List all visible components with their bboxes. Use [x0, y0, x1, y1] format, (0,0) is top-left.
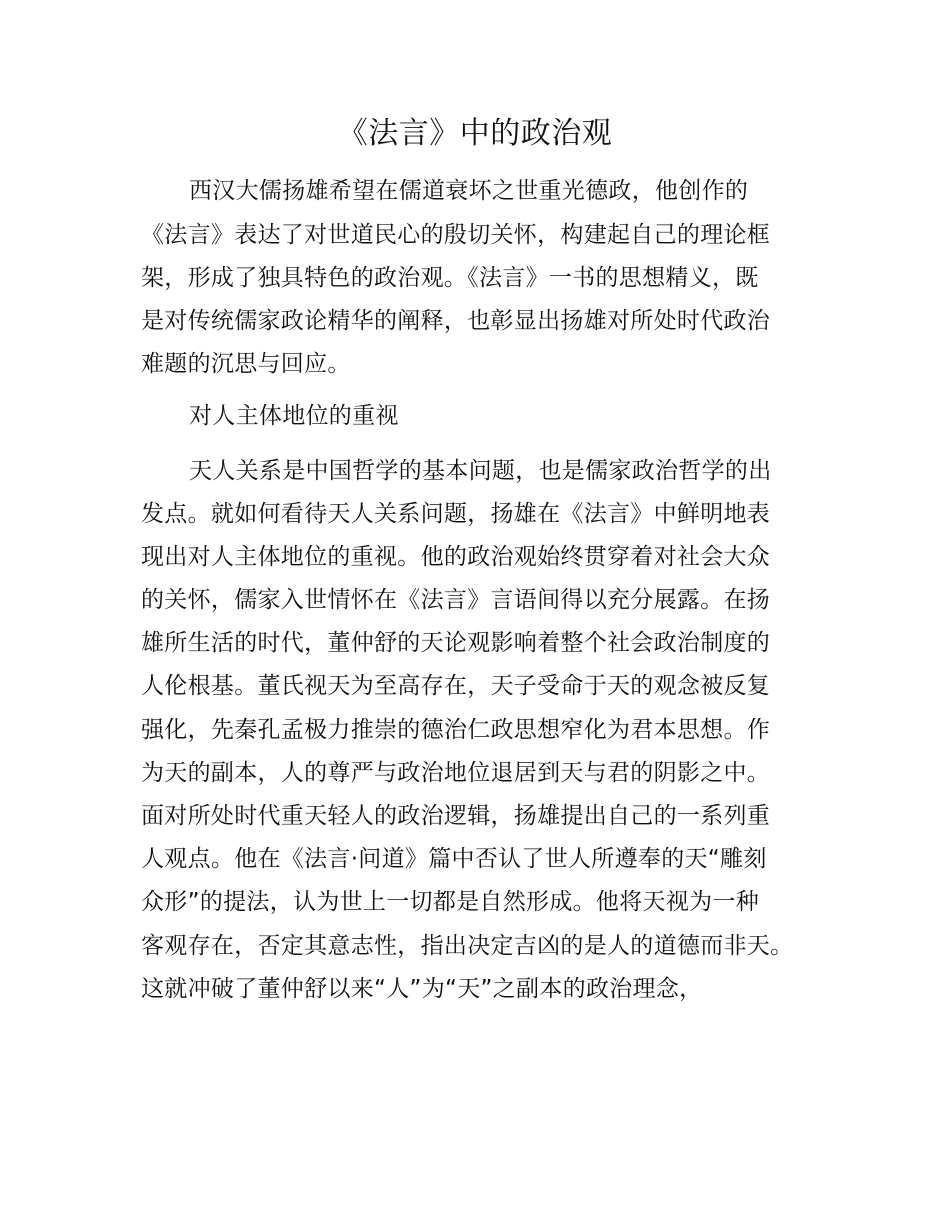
- text-line: 的关怀，儒家入世情怀在《法言》言语间得以充分展露。在扬: [141, 587, 771, 613]
- text-line: 是对传统儒家政论精华的阐释，也彰显出扬雄对所处时代政治: [141, 308, 771, 334]
- text-line: 现出对人主体地位的重视。他的政治观始终贯穿着对社会大众: [141, 544, 771, 570]
- text-line: 为天的副本，人的尊严与政治地位退居到天与君的阴影之中。: [141, 760, 771, 786]
- text-line: 强化，先秦孔孟极力推崇的德治仁政思想窄化为君本思想。作: [141, 717, 771, 743]
- text-line: 难题的沉思与回应。: [141, 351, 351, 377]
- text-line: 人伦根基。董氏视天为至高存在，天子受命于天的观念被反复: [141, 673, 771, 699]
- text-line: 众形”的提法，认为世上一切都是自然形成。他将天视为一种: [141, 889, 760, 915]
- text-line: 天人关系是中国哲学的基本问题，也是儒家政治哲学的出: [189, 458, 772, 484]
- text-line: 这就冲破了董仲舒以来“人”为“天”之副本的政治理念，: [141, 976, 703, 1002]
- document-title: 《法言》中的政治观: [337, 116, 613, 151]
- text-line: 西汉大儒扬雄希望在儒道衰坏之世重光德政，他创作的: [189, 178, 749, 204]
- text-line: 客观存在，否定其意志性，指出决定吉凶的是人的道德而非天。: [141, 933, 794, 959]
- text-line: 雄所生活的时代，董仲舒的天论观影响着整个社会政治制度的: [141, 630, 771, 656]
- text-line: 发点。就如何看待天人关系问题，扬雄在《法言》中鲜明地表: [141, 501, 771, 527]
- text-line: 面对所处时代重天轻人的政治逻辑，扬雄提出自己的一系列重: [141, 803, 771, 829]
- section-heading: 对人主体地位的重视: [189, 403, 399, 429]
- text-line: 架，形成了独具特色的政治观。《法言》一书的思想精义，既: [141, 265, 759, 291]
- text-line: 《法言》表达了对世道民心的殷切关怀，构建起自己的理论框: [141, 222, 771, 248]
- text-line: 人观点。他在《法言·问道》篇中否认了世人所遵奉的天“雕刻: [141, 846, 767, 872]
